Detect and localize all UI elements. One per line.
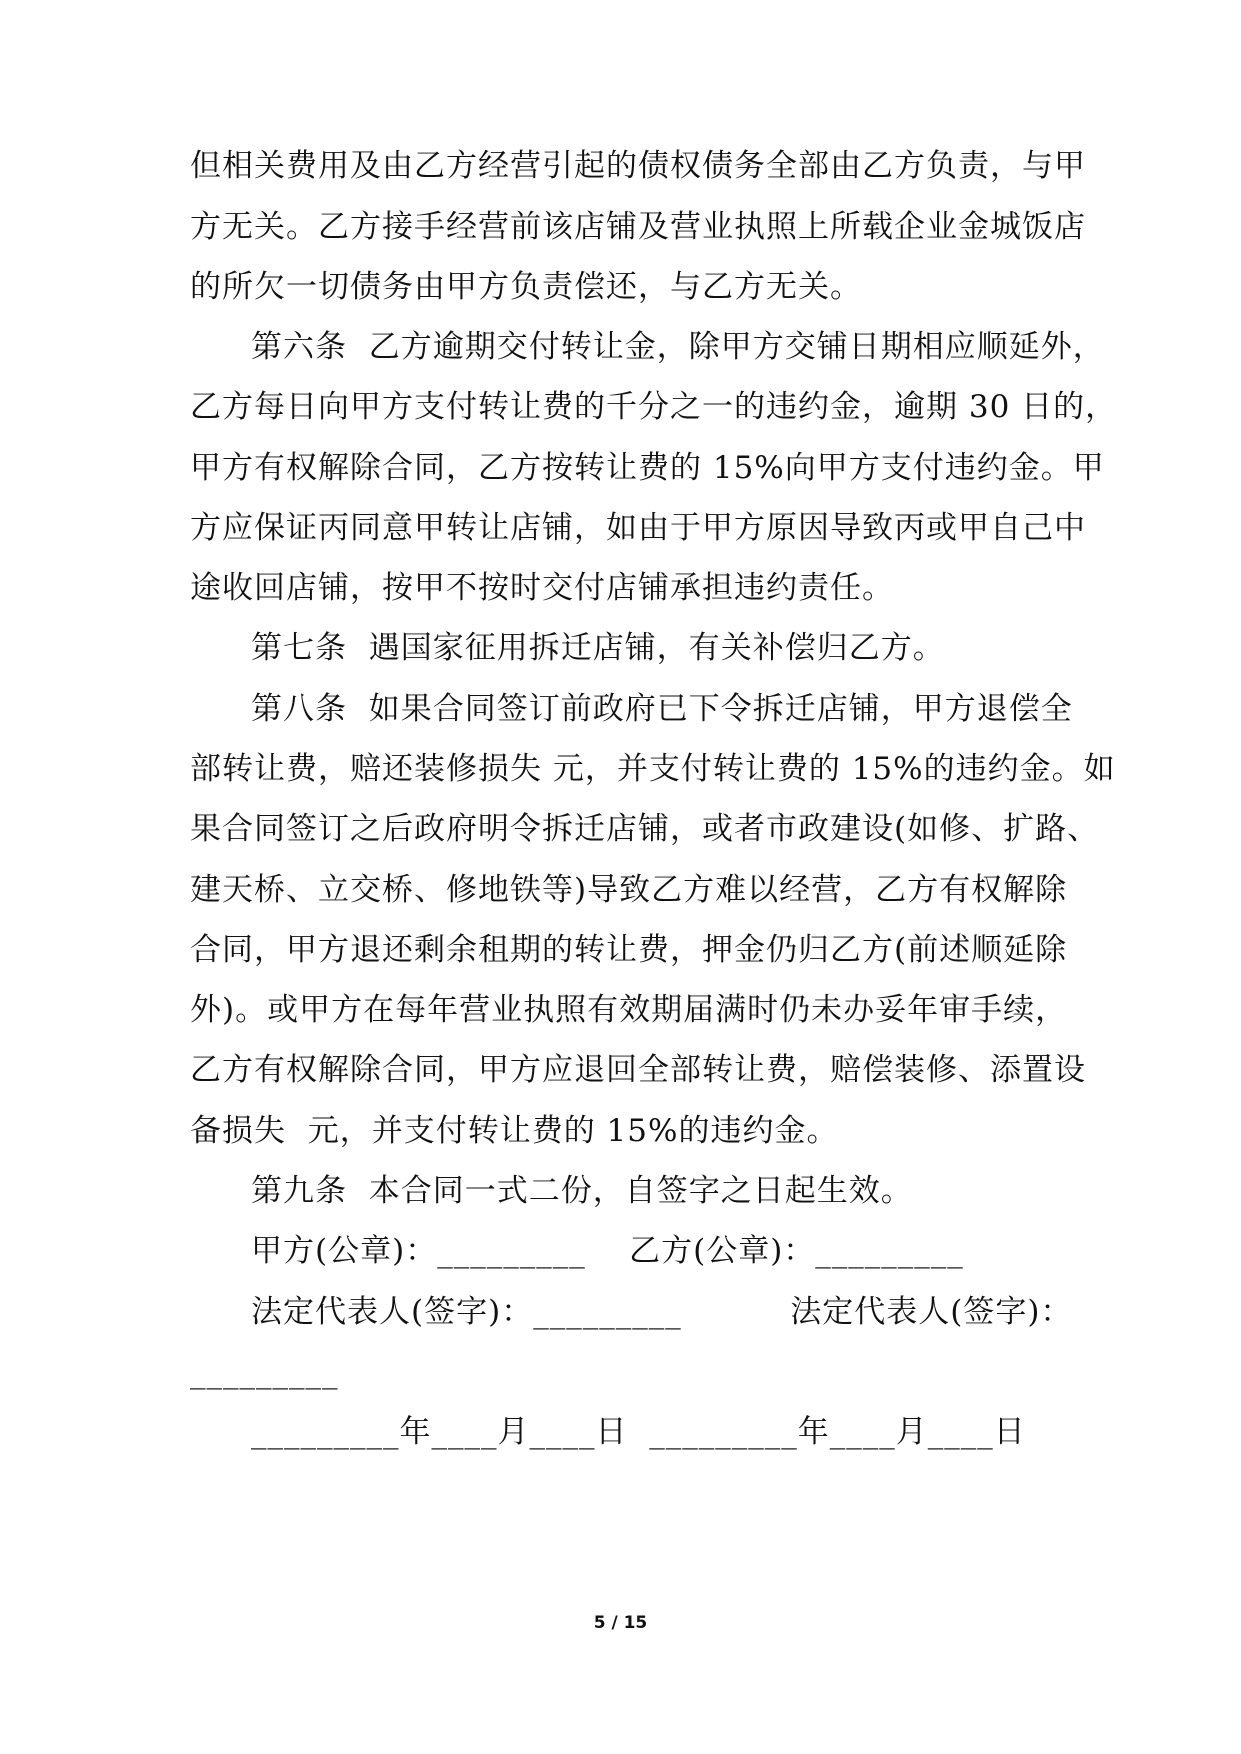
- body-line: 乙方有权解除合同，甲方应退回全部转让费，赔偿装修、添置设: [190, 1052, 1086, 1088]
- body-line: 甲方有权解除合同，乙方按转让费的 15%向甲方支付违约金。甲: [190, 450, 1105, 486]
- body-line: 途收回店铺，按甲不按时交付店铺承担违约责任。: [190, 570, 894, 606]
- body-line: 建天桥、立交桥、修地铁等)导致乙方难以经营，乙方有权解除: [190, 872, 1068, 908]
- body-line: 但相关费用及由乙方经营引起的债权债务全部由乙方负责，与甲: [190, 148, 1086, 184]
- article-6-line: 第六条 乙方逾期交付转让金，除甲方交铺日期相应顺延外，: [251, 329, 1105, 365]
- body-line: 方应保证丙同意甲转让店铺，如由于甲方原因导致丙或甲自己中: [190, 510, 1086, 546]
- body-line: 方无关。乙方接手经营前该店铺及营业执照上所载企业金城饭店: [190, 209, 1086, 245]
- article-7-line: 第七条 遇国家征用拆迁店铺，有关补偿归乙方。: [251, 630, 945, 666]
- body-line: 合同，甲方退还剩余租期的转让费，押金仍归乙方(前述顺延除: [190, 932, 1068, 968]
- body-line: 果合同签订之后政府明令拆迁店铺，或者市政建设(如修、扩路、: [190, 811, 1100, 847]
- article-8-line: 第八条 如果合同签订前政府已下令拆迁店铺，甲方退偿全: [251, 691, 1073, 727]
- body-line: 备损失 元，并支付转让费的 15%的违约金。: [190, 1113, 839, 1149]
- body-line: 外)。或甲方在每年营业执照有效期届满时仍未办妥年审手续，: [190, 992, 1068, 1028]
- page-number: 5 / 15: [593, 1613, 648, 1633]
- date-line: _________年____月____日 _________年____月____日: [251, 1414, 1026, 1450]
- legal-rep-blank-line: _________: [190, 1354, 339, 1390]
- body-line: 乙方每日向甲方支付转让费的千分之一的违约金，逾期 30 日的，: [190, 389, 1118, 425]
- body-line: 部转让费，赔还装修损失 元，并支付转让费的 15%的违约金。如: [190, 751, 1116, 787]
- article-9-line: 第九条 本合同一式二份，自签字之日起生效。: [251, 1173, 913, 1209]
- body-line: 的所欠一切债务由甲方负责偿还，与乙方无关。: [190, 269, 862, 305]
- legal-rep-line: 法定代表人(签字)：_________ 法定代表人(签字)：: [251, 1294, 1073, 1330]
- party-seal-line: 甲方(公章)：_________ 乙方(公章)：_________: [251, 1233, 964, 1269]
